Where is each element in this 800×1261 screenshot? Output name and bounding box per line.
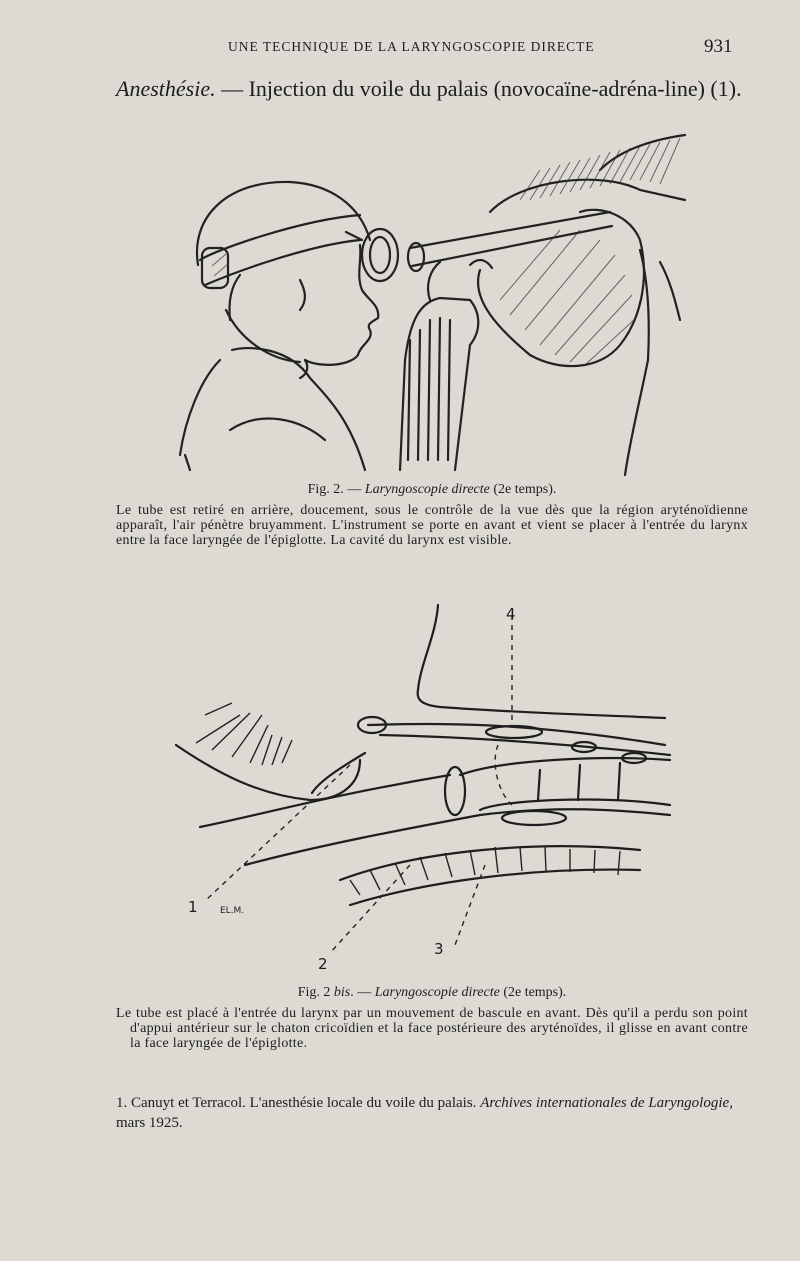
laryngoscopy-illustration [0,0,800,480]
label-3: 3 [434,940,444,958]
figure-1-caption-italic: Laryngoscopie directe [364,482,490,497]
figure-1-caption-prefix: Fig. 2. — [307,482,365,497]
figure-1-caption-title [116,482,748,497]
figure-1-caption-body: Le tube est retiré en arrière, doucement, sous le contrôle de la vue dès que la région aryténoïdienne apparaît, l'air pénètre bruyamment. L'instrument se porte en avant et vient se placer à l'entrée du larynx entre la face laryngée de l'épiglotte. La cavité du larynx est visible. [116,503,748,548]
figure-2-caption-suffix: (2e temps). [499,985,567,1000]
artist-signature: EL.M. [220,906,245,916]
footnote-number: 1. [116,1095,128,1111]
figure-2-caption-mid: . — [350,985,375,1000]
label-1: 1 [188,898,198,916]
larynx-cross-section-diagram [0,595,800,995]
figure-1-caption-suffix: (2e temps). [489,482,557,497]
footnote-authors: Canuyt et Terracol. L'anesthésie locale du voile du palais. [127,1095,481,1111]
figure-2-caption-italic: Laryngoscopie directe [374,985,500,1000]
page-number: 931 [704,36,733,57]
footnote [116,1093,756,1133]
figure-2-caption [116,985,748,1051]
label-4: 4 [506,605,516,623]
figure-2-caption-prefix: Fig. 2 [297,985,334,1000]
running-title: UNE TECHNIQUE DE LA LARYNGOSCOPIE DIRECTE [228,39,595,54]
footnote-journal: Archives internationales de Laryngologie [480,1095,730,1111]
figure-2-caption-body: Le tube est placé à l'entrée du larynx par un mouvement de bascule en avant. Dès qu'il a perdu son point d'appui antérieur sur le chaton cricoïdien et la face postérieure des aryténoïdes, il glisse en avant contre la face laryngée de l'épiglotte. [116,1006,748,1051]
intro-text: — Injection du voile du palais (novocaïne-adréna-line) (1). [215,76,742,101]
intro-label: Anesthésie. [116,76,216,101]
label-2: 2 [318,955,328,973]
figure-2-caption-title [116,985,748,1000]
footnote-date: , mars 1925. [116,1095,733,1131]
figure-1-caption [116,482,748,548]
figure-2-caption-bis: bis [333,985,351,1000]
